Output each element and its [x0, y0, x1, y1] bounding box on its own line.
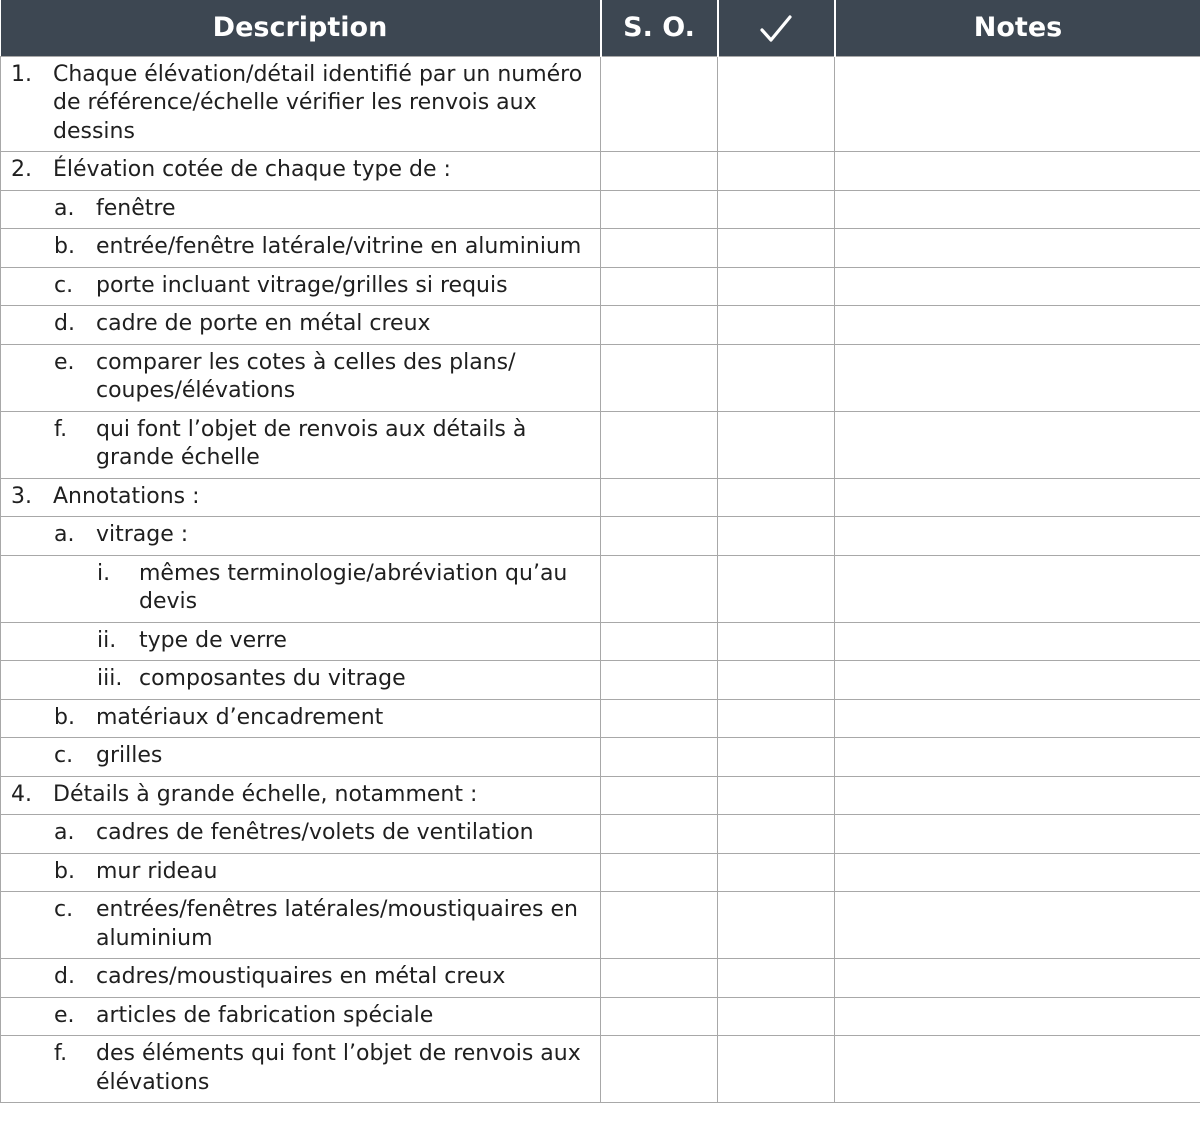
notes-cell[interactable] [835, 56, 1200, 152]
table-row [1, 411, 1200, 478]
checkmark-icon [759, 14, 793, 44]
item-label: cadre de porte en métal creux [96, 311, 431, 336]
table-row [1, 776, 1200, 815]
check-cell[interactable] [718, 229, 835, 268]
table-row [1, 267, 1200, 306]
notes-cell[interactable] [835, 555, 1200, 622]
item-label: cadres de fenêtres/volets de ventilation [96, 820, 534, 845]
description-cell [1, 56, 601, 152]
so-cell[interactable] [601, 152, 718, 191]
checklist-item [1, 306, 600, 344]
item-marker: f. [54, 1041, 68, 1066]
check-cell[interactable] [718, 190, 835, 229]
check-cell[interactable] [718, 959, 835, 998]
table-body [1, 56, 1200, 1103]
table-row [1, 1036, 1200, 1103]
checklist-item [1, 412, 600, 478]
checklist-item [1, 661, 600, 699]
notes-cell[interactable] [835, 190, 1200, 229]
check-cell[interactable] [718, 517, 835, 556]
notes-cell[interactable] [835, 411, 1200, 478]
checklist-item [1, 700, 600, 738]
table-row [1, 892, 1200, 959]
table-row [1, 959, 1200, 998]
checklist-item [1, 479, 600, 517]
checklist-item [1, 777, 600, 815]
so-cell[interactable] [601, 738, 718, 777]
check-cell[interactable] [718, 555, 835, 622]
notes-cell[interactable] [835, 738, 1200, 777]
item-marker: d. [54, 964, 75, 989]
so-cell[interactable] [601, 306, 718, 345]
description-cell [1, 344, 601, 411]
table-row [1, 661, 1200, 700]
description-cell [1, 853, 601, 892]
notes-cell[interactable] [835, 344, 1200, 411]
checklist-item [1, 517, 600, 555]
check-cell[interactable] [718, 1036, 835, 1103]
check-cell[interactable] [718, 892, 835, 959]
table-row [1, 738, 1200, 777]
item-marker: b. [54, 234, 75, 259]
so-cell[interactable] [601, 959, 718, 998]
item-marker: ii. [97, 627, 117, 653]
item-label: mêmes terminologie/abréviation qu’au devis [139, 560, 568, 614]
checklist-item [1, 854, 600, 892]
item-label: articles de fabrication spéciale [96, 1002, 434, 1028]
item-label: entrée/fenêtre latérale/vitrine en aluminium [96, 234, 582, 259]
checklist-item [1, 738, 600, 776]
checklist-item [1, 959, 600, 997]
description-cell [1, 152, 601, 191]
description-cell [1, 478, 601, 517]
so-cell[interactable] [601, 622, 718, 661]
item-label: fenêtre [96, 195, 176, 221]
description-cell [1, 267, 601, 306]
so-cell[interactable] [601, 1036, 718, 1103]
notes-cell[interactable] [835, 478, 1200, 517]
description-cell [1, 776, 601, 815]
table-header [1, 0, 1200, 56]
item-label: matériaux d’encadrement [96, 704, 384, 730]
item-label: qui font l’objet de renvois aux détails à grande échelle [96, 416, 527, 470]
item-label: comparer les cotes à celles des plans/ coupes/élévations [96, 349, 516, 403]
checklist-item [1, 1036, 600, 1102]
notes-cell[interactable] [835, 815, 1200, 854]
table-row [1, 344, 1200, 411]
item-label: cadres/moustiquaires en métal creux [96, 964, 506, 989]
description-cell [1, 997, 601, 1036]
so-cell[interactable] [601, 853, 718, 892]
item-label: vitrage : [96, 522, 189, 547]
item-marker: 4. [11, 781, 32, 807]
so-cell[interactable] [601, 661, 718, 700]
table-row [1, 622, 1200, 661]
header-so: S. O. [601, 0, 718, 56]
check-cell[interactable] [718, 344, 835, 411]
item-marker: c. [54, 897, 74, 922]
item-label: Chaque élévation/détail identifié par un numéro de référence/échelle vérifier les renvois aux dessins [53, 61, 583, 144]
notes-cell[interactable] [835, 997, 1200, 1036]
so-cell[interactable] [601, 997, 718, 1036]
table-row [1, 555, 1200, 622]
description-cell [1, 699, 601, 738]
description-cell [1, 738, 601, 777]
checklist-item [1, 268, 600, 306]
check-cell[interactable] [718, 152, 835, 191]
header-notes: Notes [835, 0, 1200, 56]
description-cell [1, 815, 601, 854]
notes-cell[interactable] [835, 892, 1200, 959]
item-marker: c. [54, 272, 74, 298]
checklist-item [1, 556, 600, 622]
so-cell[interactable] [601, 517, 718, 556]
description-cell [1, 306, 601, 345]
item-marker: f. [54, 416, 68, 442]
header-row [1, 0, 1200, 56]
checklist-item [1, 815, 600, 853]
item-label: type de verre [139, 627, 287, 653]
description-cell [1, 555, 601, 622]
so-cell[interactable] [601, 478, 718, 517]
description-cell [1, 517, 601, 556]
table-row [1, 152, 1200, 191]
table-row [1, 997, 1200, 1036]
header-description: Description [1, 0, 601, 56]
checklist-item [1, 229, 600, 267]
so-cell[interactable] [601, 776, 718, 815]
check-cell[interactable] [718, 776, 835, 815]
item-label: porte incluant vitrage/grilles si requis [96, 272, 508, 298]
description-cell [1, 1036, 601, 1103]
check-cell[interactable] [718, 56, 835, 152]
so-cell[interactable] [601, 56, 718, 152]
description-cell [1, 229, 601, 268]
item-marker: a. [54, 820, 75, 845]
notes-cell[interactable] [835, 622, 1200, 661]
check-cell[interactable] [718, 306, 835, 345]
item-marker: e. [54, 349, 75, 375]
table-row [1, 56, 1200, 152]
item-marker: a. [54, 522, 75, 547]
description-cell [1, 190, 601, 229]
check-cell[interactable] [718, 738, 835, 777]
description-cell [1, 959, 601, 998]
so-cell[interactable] [601, 267, 718, 306]
table-row [1, 190, 1200, 229]
item-marker: e. [54, 1002, 75, 1028]
item-marker: 1. [11, 61, 32, 87]
table-row [1, 699, 1200, 738]
item-marker: c. [54, 743, 74, 768]
description-cell [1, 411, 601, 478]
item-label: composantes du vitrage [139, 666, 406, 691]
check-cell[interactable] [718, 699, 835, 738]
description-cell [1, 661, 601, 700]
notes-cell[interactable] [835, 152, 1200, 191]
notes-cell[interactable] [835, 853, 1200, 892]
so-cell[interactable] [601, 344, 718, 411]
notes-cell[interactable] [835, 776, 1200, 815]
notes-cell[interactable] [835, 661, 1200, 700]
checklist-item [1, 892, 600, 958]
table-row [1, 229, 1200, 268]
notes-cell[interactable] [835, 1036, 1200, 1103]
item-marker: 3. [11, 483, 32, 509]
checklist-item [1, 345, 600, 411]
item-label: Élévation cotée de chaque type de : [53, 157, 451, 182]
item-label: mur rideau [96, 858, 218, 884]
table-row [1, 478, 1200, 517]
item-marker: a. [54, 195, 75, 221]
so-cell[interactable] [601, 699, 718, 738]
checklist-item [1, 998, 600, 1036]
table-row [1, 815, 1200, 854]
item-marker: b. [54, 704, 75, 730]
notes-cell[interactable] [835, 229, 1200, 268]
check-cell[interactable] [718, 622, 835, 661]
notes-cell[interactable] [835, 267, 1200, 306]
item-marker: d. [54, 311, 75, 336]
so-cell[interactable] [601, 815, 718, 854]
checklist-item [1, 57, 600, 152]
so-cell[interactable] [601, 555, 718, 622]
description-cell [1, 622, 601, 661]
so-cell[interactable] [601, 229, 718, 268]
check-cell[interactable] [718, 815, 835, 854]
checklist-item [1, 152, 600, 190]
table-row [1, 853, 1200, 892]
check-cell[interactable] [718, 853, 835, 892]
check-cell[interactable] [718, 267, 835, 306]
item-label: des éléments qui font l’objet de renvois aux élévations [96, 1041, 581, 1095]
header-check [718, 0, 835, 56]
item-marker: 2. [11, 157, 32, 182]
check-cell[interactable] [718, 478, 835, 517]
so-cell[interactable] [601, 411, 718, 478]
checklist-item [1, 623, 600, 661]
description-cell [1, 892, 601, 959]
table-row [1, 517, 1200, 556]
item-label: grilles [96, 743, 163, 768]
notes-cell[interactable] [835, 959, 1200, 998]
item-label: Détails à grande échelle, notamment : [53, 781, 478, 807]
item-marker: i. [97, 560, 111, 586]
check-cell[interactable] [718, 997, 835, 1036]
notes-cell[interactable] [835, 517, 1200, 556]
item-label: Annotations : [53, 483, 200, 509]
notes-cell[interactable] [835, 699, 1200, 738]
item-marker: iii. [97, 666, 123, 691]
item-marker: b. [54, 858, 75, 884]
check-cell[interactable] [718, 661, 835, 700]
item-label: entrées/fenêtres latérales/moustiquaires en aluminium [96, 897, 578, 951]
so-cell[interactable] [601, 892, 718, 959]
checklist-item [1, 191, 600, 229]
table-row [1, 306, 1200, 345]
notes-cell[interactable] [835, 306, 1200, 345]
so-cell[interactable] [601, 190, 718, 229]
check-cell[interactable] [718, 411, 835, 478]
